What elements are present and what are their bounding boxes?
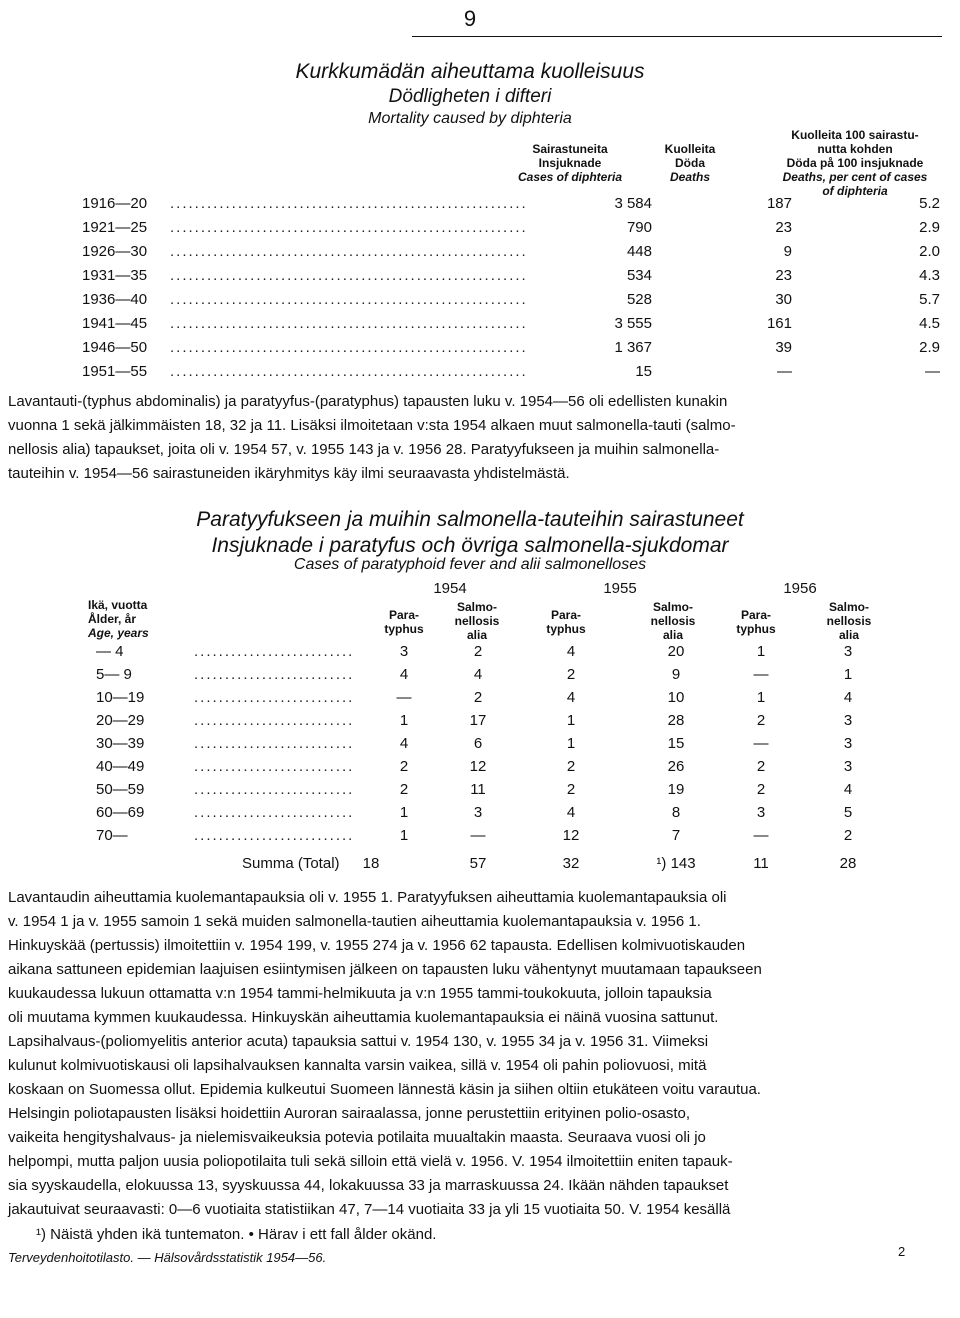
table-cell: 10: [667, 689, 685, 706]
table-cell: 28: [667, 712, 685, 729]
table-row: [96, 801, 886, 824]
paragraph-line: kulunut kolmivuotiskausi oli lapsihalvauksen kannalta varsin vaikea, sillä v. 1954 oli pahin poliovuosi, mitä: [8, 1057, 707, 1074]
paragraph-line: vuonna 1 sekä jälkimmäisten 18, 32 ja 11. Lisäksi ilmoitetaan v:sta 1954 alkaen muut salmonella-tauti (salmo-: [8, 417, 736, 434]
period-label: 1926—30: [82, 243, 148, 260]
leader-dots: ..........................................................: [170, 363, 528, 380]
table-row: [96, 824, 886, 847]
period-label: 1946—50: [82, 339, 148, 356]
year-header: 1954: [433, 580, 467, 597]
table-cell: 2: [473, 689, 483, 706]
table-cell: 7: [671, 827, 681, 844]
table-row: [82, 216, 942, 240]
table-cell: 3: [843, 735, 853, 752]
age-label: 60—69: [96, 804, 145, 821]
para-typhus-header: Para- typhus: [384, 608, 424, 636]
table-cell: 1: [756, 643, 766, 660]
salmonellosis-header: Salmo- nellosis alia: [454, 600, 500, 642]
leader-dots: ..........................................................: [170, 219, 528, 236]
leader-dots: ..........................: [194, 804, 355, 821]
cases-cell: 448: [626, 243, 652, 260]
paragraph-line: helpompi, mutta paljon uusia poliopotilaita tuli sekä silloin että vielä v. 1956. V. 1954 ilmoitettiin eniten tapauk-: [8, 1153, 733, 1170]
leader-dots: ..........................................................: [170, 243, 528, 260]
table-cell: 3: [473, 804, 483, 821]
table-cell: 2: [566, 781, 576, 798]
table-cell: 17: [469, 712, 487, 729]
age-label: — 4: [96, 643, 124, 660]
deaths-cell: —: [777, 363, 792, 380]
leader-dots: ..........................: [194, 712, 355, 729]
table-cell: 2: [399, 758, 409, 775]
table-cell: 5: [843, 804, 853, 821]
table-cell: 1: [756, 689, 766, 706]
page-number: 9: [463, 6, 477, 31]
deaths-cell: 39: [775, 339, 792, 356]
table-cell: 4: [566, 689, 576, 706]
age-label: 20—29: [96, 712, 145, 729]
period-label: 1916—20: [82, 195, 148, 212]
table-cell: 9: [671, 666, 681, 683]
rate-cell: 5.7: [919, 291, 940, 308]
table-cell: 4: [566, 804, 576, 821]
table-cell: 15: [667, 735, 685, 752]
table-row: [96, 663, 886, 686]
table-row: [96, 778, 886, 801]
deaths-cell: 30: [775, 291, 792, 308]
table-cell: 1: [399, 827, 409, 844]
year-header: 1955: [603, 580, 637, 597]
table-row: [82, 336, 942, 360]
table-cell: 4: [566, 643, 576, 660]
table-cell: 2: [566, 758, 576, 775]
table-cell: 26: [667, 758, 685, 775]
table-cell: 1: [399, 804, 409, 821]
diphtheria-title-fi: Kurkkumädän aiheuttama kuolleisuus: [295, 60, 645, 83]
table-cell: 11: [753, 855, 769, 872]
table-cell: 1: [566, 712, 576, 729]
table-cell: 2: [473, 643, 483, 660]
table-cell: 3: [399, 643, 409, 660]
paragraph-line: tauteihin v. 1954—56 sairastuneiden ikäryhmitys käy ilmi seuraavasta yhdistelmästä.: [8, 465, 570, 482]
leader-dots: ..........................................................: [170, 267, 528, 284]
table-cell: 2: [843, 827, 853, 844]
paragraph-line: Helsingin poliotapausten lisäksi hoidettiin Auroran sairaalassa, jonne perustettiin erityinen polio-osasto,: [8, 1105, 691, 1122]
leader-dots: ..........................................................: [170, 315, 528, 332]
period-label: 1951—55: [82, 363, 148, 380]
leader-dots: ..........................: [194, 689, 355, 706]
table-cell: 32: [562, 855, 580, 872]
table-cell: 2: [756, 758, 766, 775]
salmonellosis-header: Salmo- nellosis alia: [826, 600, 872, 642]
table-cell: 4: [399, 666, 409, 683]
rate-cell: 2.0: [919, 243, 940, 260]
rate-cell: —: [925, 363, 940, 380]
table-cell: 4: [843, 781, 853, 798]
table-row: [96, 709, 886, 732]
table-cell: ¹) 143: [656, 855, 696, 872]
age-label: 50—59: [96, 781, 145, 798]
paragraph-line: oli muutama kymmen kuukaudessa. Hinkuyskän aiheuttamia kuolemantapauksia ei näinä vuosina sattunut.: [8, 1009, 719, 1026]
table-cell: 4: [843, 689, 853, 706]
col-header-rate: Kuolleita 100 sairastu- nutta kohden Döda på 100 insjuknade Deaths, per cent of cases of diphteria: [782, 128, 928, 198]
table-cell: 8: [671, 804, 681, 821]
leader-dots: ..........................: [194, 643, 355, 660]
table-cell: —: [753, 666, 769, 683]
table-cell: 6: [473, 735, 483, 752]
table-row: [82, 192, 942, 216]
para-typhus-header: Para- typhus: [736, 608, 776, 636]
salmonellosis-header: Salmo- nellosis alia: [650, 600, 696, 642]
cases-cell: 3 555: [614, 315, 652, 332]
table-row: [96, 755, 886, 778]
paragraph-line: vaikeita hengityshalvaus- ja nielemisvaikeuksia potevia potilaita muualtakin maasta. Seuraava vuosi oli jo: [8, 1129, 706, 1146]
period-label: 1921—25: [82, 219, 148, 236]
rate-cell: 5.2: [919, 195, 940, 212]
col-header-cases: Sairastuneita Insjuknade Cases of diphteria: [517, 142, 623, 184]
rate-cell: 4.5: [919, 315, 940, 332]
leader-dots: ..........................: [194, 781, 355, 798]
table-cell: 3: [843, 712, 853, 729]
salmonella-title-fi: Paratyyfukseen ja muihin salmonella-tauteihin sairastuneet: [196, 508, 744, 531]
paragraph-line: kuukaudessa lukuun ottamatta v:n 1954 tammi-helmikuuta ja v:n 1955 tammi-toukokuuta, jolloin tapauksia: [8, 985, 712, 1002]
age-label: 40—49: [96, 758, 145, 775]
paragraph-line: Hinkuyskää (pertussis) ilmoitettiin v. 1954 199, v. 1955 274 ja v. 1956 62 tapausta. Edellisen kolmivuotiskauden: [8, 937, 746, 954]
paragraph-line: aikana sattuneen epidemian laajuisen esiintymisen jälkeen on tapausten luku vähentynyt muutamaan tapaukseen: [8, 961, 762, 978]
rate-cell: 2.9: [919, 339, 940, 356]
table-cell: —: [753, 735, 769, 752]
table-cell: 28: [839, 855, 857, 872]
diphtheria-title-sv: Dödligheten i difteri: [388, 86, 552, 107]
paragraph-line: Lapsihalvaus-(poliomyelitis anterior acuta) tapauksia sattui v. 1954 130, v. 1955 34 ja v. 1956 31. Viimeksi: [8, 1033, 709, 1050]
leader-dots: ..........................: [194, 735, 355, 752]
table-cell: 2: [399, 781, 409, 798]
source-line: Terveydenhoitotilasto. — Hälsovårdsstatistik 1954—56.: [8, 1250, 327, 1265]
table-row: [82, 264, 942, 288]
para-typhus-header: Para- typhus: [546, 608, 586, 636]
table-cell: 3: [756, 804, 766, 821]
table-cell: 18: [362, 855, 380, 872]
table-cell: 3: [843, 643, 853, 660]
table-cell: 4: [399, 735, 409, 752]
deaths-cell: 23: [775, 267, 792, 284]
age-label: 30—39: [96, 735, 145, 752]
paragraph-line: Lavantauti-(typhus abdominalis) ja paratyyfus-(paratyphus) tapausten luku v. 1954—56 oli edellisten kunakin: [8, 393, 728, 410]
table-cell: 19: [667, 781, 685, 798]
table-cell: 2: [756, 781, 766, 798]
table-row: [82, 240, 942, 264]
table-cell: 4: [473, 666, 483, 683]
table-cell: 1: [566, 735, 576, 752]
table-row: [96, 686, 886, 709]
paragraph-line: jakautuivat seuraavasti: 0—6 vuotiaita statistiikan 47, 7—14 vuotiaita 33 ja yli 15 vuotiaita 50. V. 1954 kesällä: [8, 1201, 731, 1218]
diphtheria-title-en: Mortality caused by diphteria: [368, 110, 572, 127]
salmonella-title-en: Cases of paratyphoid fever and alii salmonelloses: [293, 556, 647, 573]
paragraph-typhus: [8, 390, 936, 486]
age-label: 10—19: [96, 689, 145, 706]
table-cell: 2: [566, 666, 576, 683]
deaths-cell: 161: [766, 315, 792, 332]
col-header-deaths: Kuolleita Döda Deaths: [664, 142, 716, 184]
table-cell: 3: [843, 758, 853, 775]
leader-dots: ..........................................................: [170, 291, 528, 308]
age-label: 5— 9: [96, 666, 132, 683]
table-row: [96, 732, 886, 755]
leader-dots: ..........................................................: [170, 339, 528, 356]
table-row: [82, 360, 942, 384]
paragraph-line: nellosis alia) tapaukset, joita oli v. 1954 57, v. 1955 143 ja v. 1956 28. Paratyyfukseen ja muihin salmonella-: [8, 441, 720, 458]
table-cell: 2: [756, 712, 766, 729]
sheet-number: 2: [898, 1244, 906, 1259]
paragraph-line: sia syyskaudella, elokuussa 13, syyskuussa 44, lokakuussa 33 ja marraskuussa 24. Ikään nähden tapaukset: [8, 1177, 729, 1194]
paragraph-deaths: [8, 886, 936, 934]
deaths-cell: 187: [766, 195, 792, 212]
leader-dots: ..........................: [194, 827, 355, 844]
table-cell: 1: [399, 712, 409, 729]
cases-cell: 534: [626, 267, 652, 284]
leader-dots: ..........................: [194, 666, 355, 683]
period-label: 1936—40: [82, 291, 148, 308]
table-cell: 20: [667, 643, 685, 660]
table-row: [82, 288, 942, 312]
total-row: [96, 852, 886, 875]
cases-cell: 528: [626, 291, 652, 308]
rate-cell: 4.3: [919, 267, 940, 284]
leader-dots: ..........................................................: [170, 195, 528, 212]
cases-cell: 1 367: [614, 339, 652, 356]
year-header: 1956: [783, 580, 817, 597]
table-cell: 12: [469, 758, 487, 775]
deaths-cell: 9: [783, 243, 792, 260]
period-label: 1931—35: [82, 267, 148, 284]
total-label: Summa (Total): [242, 855, 340, 872]
table-cell: —: [396, 689, 412, 706]
paragraph-pertussis: [8, 934, 936, 1030]
table-row: [96, 640, 886, 663]
table-cell: —: [470, 827, 486, 844]
cases-cell: 3 584: [614, 195, 652, 212]
cases-cell: 790: [626, 219, 652, 236]
paragraph-line: v. 1954 1 ja v. 1955 samoin 1 sekä muiden salmonella-tautien aiheuttamia kuolemantapauksia v. 1956 1.: [8, 913, 701, 930]
deaths-cell: 23: [775, 219, 792, 236]
footnote: ¹) Näistä yhden ikä tuntematon. • Härav i ett fall ålder okänd.: [36, 1226, 437, 1243]
age-header: Ikä, vuotta Ålder, år Age, years: [88, 598, 149, 640]
top-rule: [412, 36, 942, 37]
paragraph-line: koskaan on Suomessa ollut. Epidemia kulkeutui Suomeen lännestä käsin ja siihen oltiin etukäteen voitu varautua.: [8, 1081, 761, 1098]
salmonella-title-sv: Insjuknade i paratyfus och övriga salmonella-sjukdomar: [211, 534, 729, 557]
paragraph-line: Lavantaudin aiheuttamia kuolemantapauksia oli v. 1955 1. Paratyyfuksen aiheuttamia kuolemantapauksia oli: [8, 889, 727, 906]
leader-dots: ..........................: [194, 758, 355, 775]
rate-cell: 2.9: [919, 219, 940, 236]
period-label: 1941—45: [82, 315, 148, 332]
cases-cell: 15: [635, 363, 652, 380]
age-label: 70—: [96, 827, 128, 844]
paragraph-polio: [8, 1030, 936, 1222]
table-cell: 12: [562, 827, 580, 844]
table-cell: 11: [470, 781, 486, 798]
table-cell: —: [753, 827, 769, 844]
table-cell: 1: [843, 666, 853, 683]
table-cell: 57: [469, 855, 487, 872]
table-row: [82, 312, 942, 336]
